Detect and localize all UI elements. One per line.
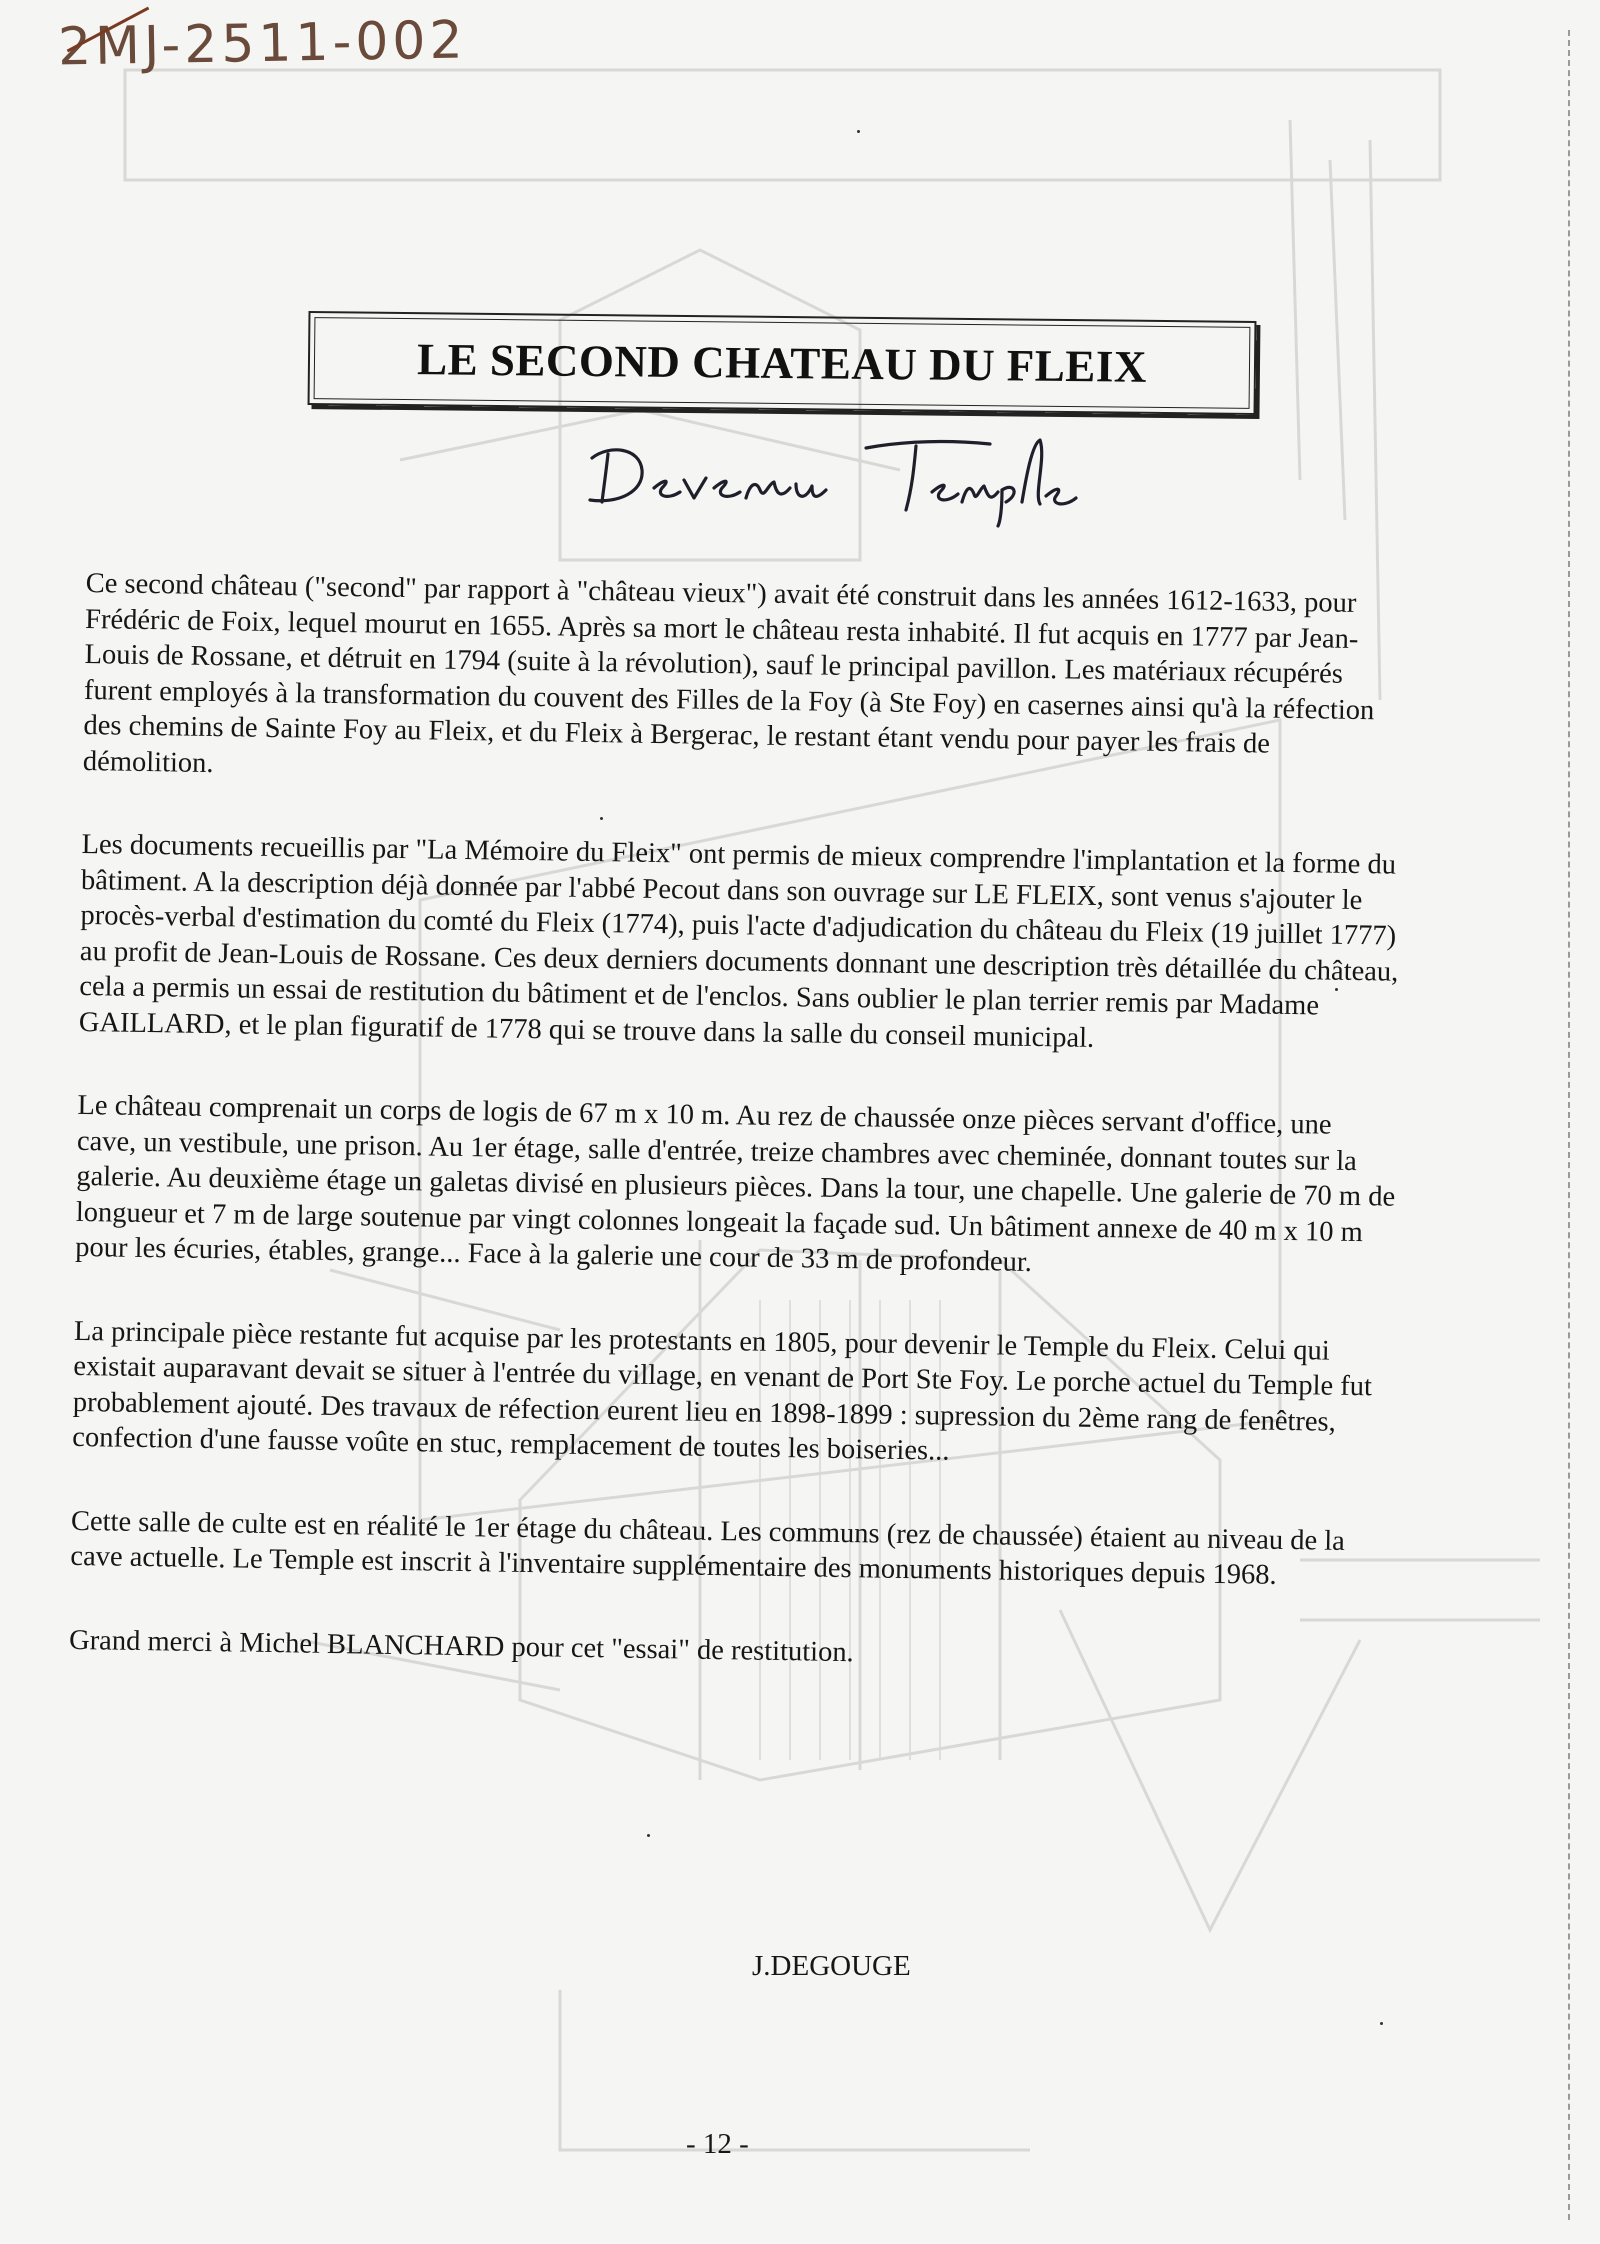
page-edge-line [1568, 30, 1570, 2220]
paragraph-temple: La principale pièce restante fut acquise par les protestants en 1805, pour devenir le Temple du Fleix. Celui qui existait auparavant devait se situer à l'entrée du village, en venant de Port Ste Foy. Le porche actuel du Temple fut probablement ajouté. Des travaux de réfection eurent lieu en 1898-1899 : supression du 2ème rang de fenêtres, confection d'une fausse voûte en stuc, remplacement de toutes les boiseries... [72, 1315, 1373, 1467]
page-title: LE SECOND CHATEAU DU FLEIX [416, 334, 1148, 392]
acknowledgement: Grand merci à Michel BLANCHARD pour cet "essai" de restitution. [68, 1624, 854, 1668]
paragraph-documents: Les documents recueillis par "La Mémoire du Fleix" ont permis de mieux comprendre l'implantation et la forme du bâtiment. A la description déjà donnée par l'abbé Pecout dans son ouvrage sur LE FLEIX, sont venus s'ajouter le procès-verbal d'estimation du comté du Fleix (1774), puis l'acte d'adjudication du château du Fleix (19 juillet 1777) au profit de Jean-Louis de Rossane. Ces deux derniers documents donnant une description très détaillée du château, cela a permis un essai de restitution du bâtiment et de l'enclos. Sans oublier le plan terrier remis par Madame GAILLARD, et le plan figuratif de 1778 qui se trouve dans la salle du conseil municipal. [78, 828, 1399, 1054]
speck [600, 817, 603, 820]
paragraph-culte: Cette salle de culte est en réalité le 1er étage du château. Les communs (rez de chaussée) étaient au niveau de la cave actuelle. Le Temple est inscrit à l'inventaire supplémentaire des monuments historiques depuis 1968. [70, 1505, 1346, 1591]
article-body [69, 566, 1406, 1679]
speck [1380, 2022, 1383, 2025]
speck [647, 1834, 650, 1837]
title-box [308, 311, 1257, 415]
speck [1335, 988, 1338, 991]
author-signature: J.DEGOUGE [752, 1950, 911, 1982]
handwritten-annotation [570, 418, 1080, 528]
speck [857, 130, 860, 133]
paragraph-history: Ce second château ("second" par rapport à "château vieux") avait été construit dans les années 1612-1633, pour Frédéric de Foix, lequel mourut en 1655. Après sa mort le château resta inhabité. Il fut acquis en 1777 par Jean-Louis de Rossane, et détruit en 1794 (suite à la révolution), sauf le principal pavillon. Les matériaux récupérés furent employés à la transformation du couvent des Filles de la Foy (à Ste Foy) en casernes ainsi qu'à la réfection des chemins de Sainte Foy au Fleix, et du Fleix à Bergerac, le restant étant vendu pour payer les frais de démolition. [82, 567, 1375, 779]
page-number: - 12 - [686, 2128, 749, 2160]
paragraph-description: Le château comprenait un corps de logis de 67 m x 10 m. Au rez de chaussée onze pièces servant d'office, une cave, un vestibule, une prison. Au 1er étage, salle d'entrée, treize chambres avec cheminée, donnant toutes sur la galerie. Au deuxième étage un galetas divisé en plusieurs pièces. Dans la tour, une chapelle. Une galerie de 70 m de longueur et 7 m de large soutenue par vingt colonnes longeait la façade sud. Un bâtiment annexe de 40 m x 10 m pour les écuries, étables, grange... Face à la galerie une cour de 33 m de profondeur. [75, 1089, 1396, 1278]
reference-number: 2MJ-2511-002 [57, 10, 468, 78]
